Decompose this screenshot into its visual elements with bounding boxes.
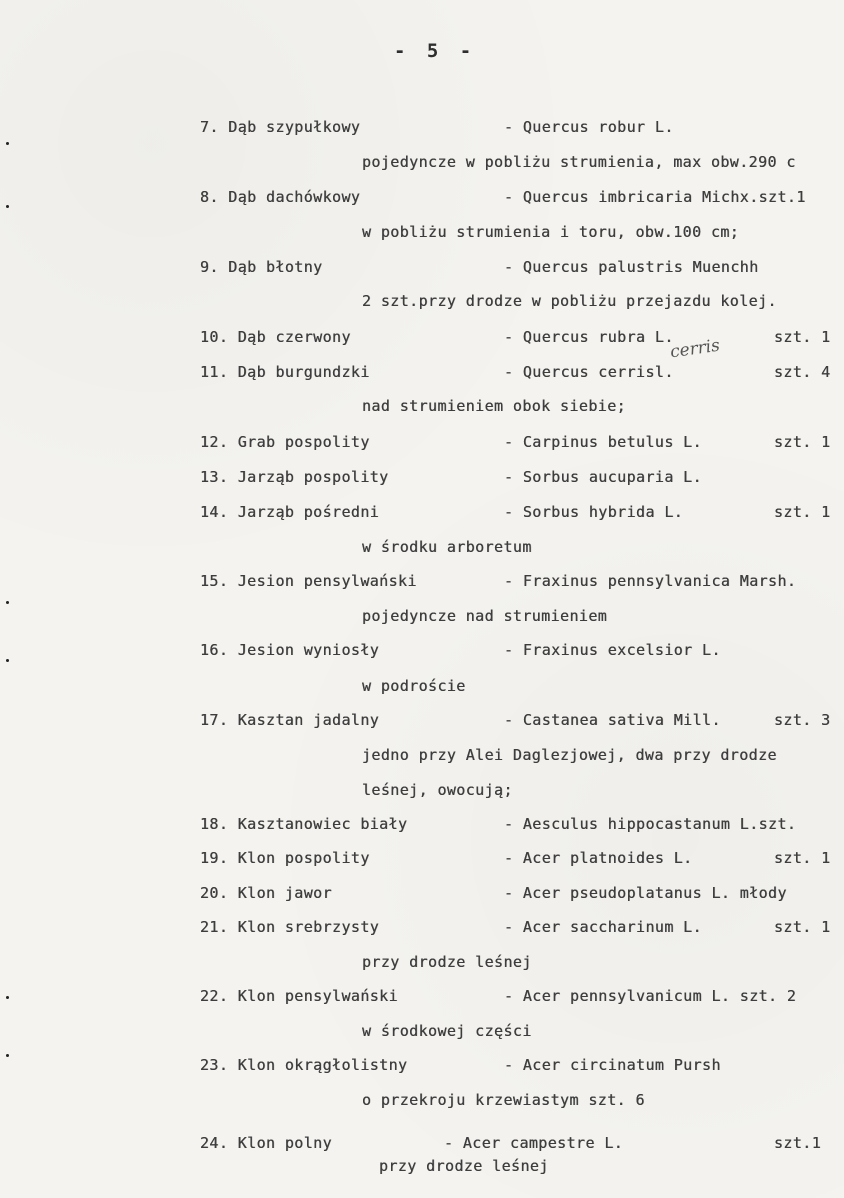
entry-11-note: nad strumieniem obok siebie;: [362, 397, 627, 415]
binding-hole-mark: [6, 601, 9, 604]
entry-11-latin: - Quercus cerrisl.: [504, 363, 674, 381]
entry-11-name: 11. Dąb burgundzki: [200, 363, 370, 381]
entry-15-note: pojedyncze nad strumieniem: [362, 607, 608, 625]
entry-20-latin: - Acer pseudoplatanus L. młody: [504, 884, 787, 902]
entry-13-name: 13. Jarząb pospolity: [200, 468, 389, 486]
entry-18-latin: - Aesculus hippocastanum L.szt.: [504, 815, 797, 833]
entry-9-name: 9. Dąb błotny: [200, 258, 323, 276]
entry-11-count: szt. 4: [774, 363, 831, 381]
entry-16-note: w podroście: [362, 677, 466, 695]
entry-10-latin: - Quercus rubra L.: [504, 328, 674, 346]
entry-22-name: 22. Klon pensylwański: [200, 987, 399, 1005]
entry-17-note-line-2: leśnej, owocują;: [362, 781, 513, 799]
entry-12-name: 12. Grab pospolity: [200, 433, 370, 451]
entry-7-latin: - Quercus robur L.: [504, 118, 674, 136]
entry-21-name: 21. Klon srebrzysty: [200, 918, 380, 936]
binding-hole-mark: [6, 996, 9, 999]
entry-22-latin: - Acer pennsylvanicum L. szt. 2: [504, 987, 797, 1005]
entry-14-latin: - Sorbus hybrida L.: [504, 503, 684, 521]
entry-19-latin: - Acer platnoides L.: [504, 849, 693, 867]
handwritten-correction: cerris: [668, 335, 722, 363]
entry-12-count: szt. 1: [774, 433, 831, 451]
entry-17-count: szt. 3: [774, 711, 831, 729]
entry-12-latin: - Carpinus betulus L.: [504, 433, 703, 451]
entry-24-count: szt.1: [774, 1134, 822, 1152]
entry-21-note: przy drodze leśnej: [362, 953, 532, 971]
entry-17-latin: - Castanea sativa Mill.: [504, 711, 721, 729]
entry-14-name: 14. Jarząb pośredni: [200, 503, 380, 521]
entry-16-name: 16. Jesion wyniosły: [200, 641, 380, 659]
page-number: - 5 -: [394, 40, 477, 62]
binding-hole-mark: [6, 142, 9, 145]
entry-23-note: o przekroju krzewiastym szt. 6: [362, 1091, 645, 1109]
entry-23-latin: - Acer circinatum Pursh: [504, 1056, 721, 1074]
entry-24-latin: - Acer campestre L.: [444, 1134, 624, 1152]
entry-17-note-line-1: jedno przy Alei Daglezjowej, dwa przy drodze: [362, 746, 777, 764]
entry-24-name: 24. Klon polny: [200, 1134, 333, 1152]
entry-7-note: pojedyncze w pobliżu strumienia, max obw.290 c: [362, 153, 796, 171]
entry-21-count: szt. 1: [774, 918, 831, 936]
binding-hole-mark: [6, 659, 9, 662]
entry-15-latin: - Fraxinus pennsylvanica Marsh.: [504, 572, 797, 590]
entry-24-note: przy drodze leśnej: [379, 1157, 549, 1175]
entry-19-count: szt. 1: [774, 849, 831, 867]
entry-19-name: 19. Klon pospolity: [200, 849, 370, 867]
entry-15-name: 15. Jesion pensylwański: [200, 572, 417, 590]
entry-23-name: 23. Klon okrągłolistny: [200, 1056, 408, 1074]
entry-8-note: w pobliżu strumienia i toru, obw.100 cm;: [362, 223, 740, 241]
entry-22-note: w środkowej części: [362, 1022, 532, 1040]
entry-14-note: w środku arboretum: [362, 538, 532, 556]
entry-16-latin: - Fraxinus excelsior L.: [504, 641, 721, 659]
entry-9-latin: - Quercus palustris Muenchh: [504, 258, 759, 276]
binding-hole-mark: [6, 1054, 9, 1057]
entry-17-name: 17. Kasztan jadalny: [200, 711, 380, 729]
entry-18-name: 18. Kasztanowiec biały: [200, 815, 408, 833]
entry-7-name: 7. Dąb szypułkowy: [200, 118, 361, 136]
entry-13-latin: - Sorbus aucuparia L.: [504, 468, 703, 486]
entry-10-name: 10. Dąb czerwony: [200, 328, 351, 346]
entry-20-name: 20. Klon jawor: [200, 884, 333, 902]
entry-14-count: szt. 1: [774, 503, 831, 521]
entry-21-latin: - Acer saccharinum L.: [504, 918, 703, 936]
entry-8-name: 8. Dąb dachówkowy: [200, 188, 361, 206]
entry-8-latin: - Quercus imbricaria Michx.szt.1: [504, 188, 806, 206]
entry-9-note: 2 szt.przy drodze w pobliżu przejazdu kolej.: [362, 292, 777, 310]
entry-10-count: szt. 1: [774, 328, 831, 346]
binding-hole-mark: [6, 205, 9, 208]
